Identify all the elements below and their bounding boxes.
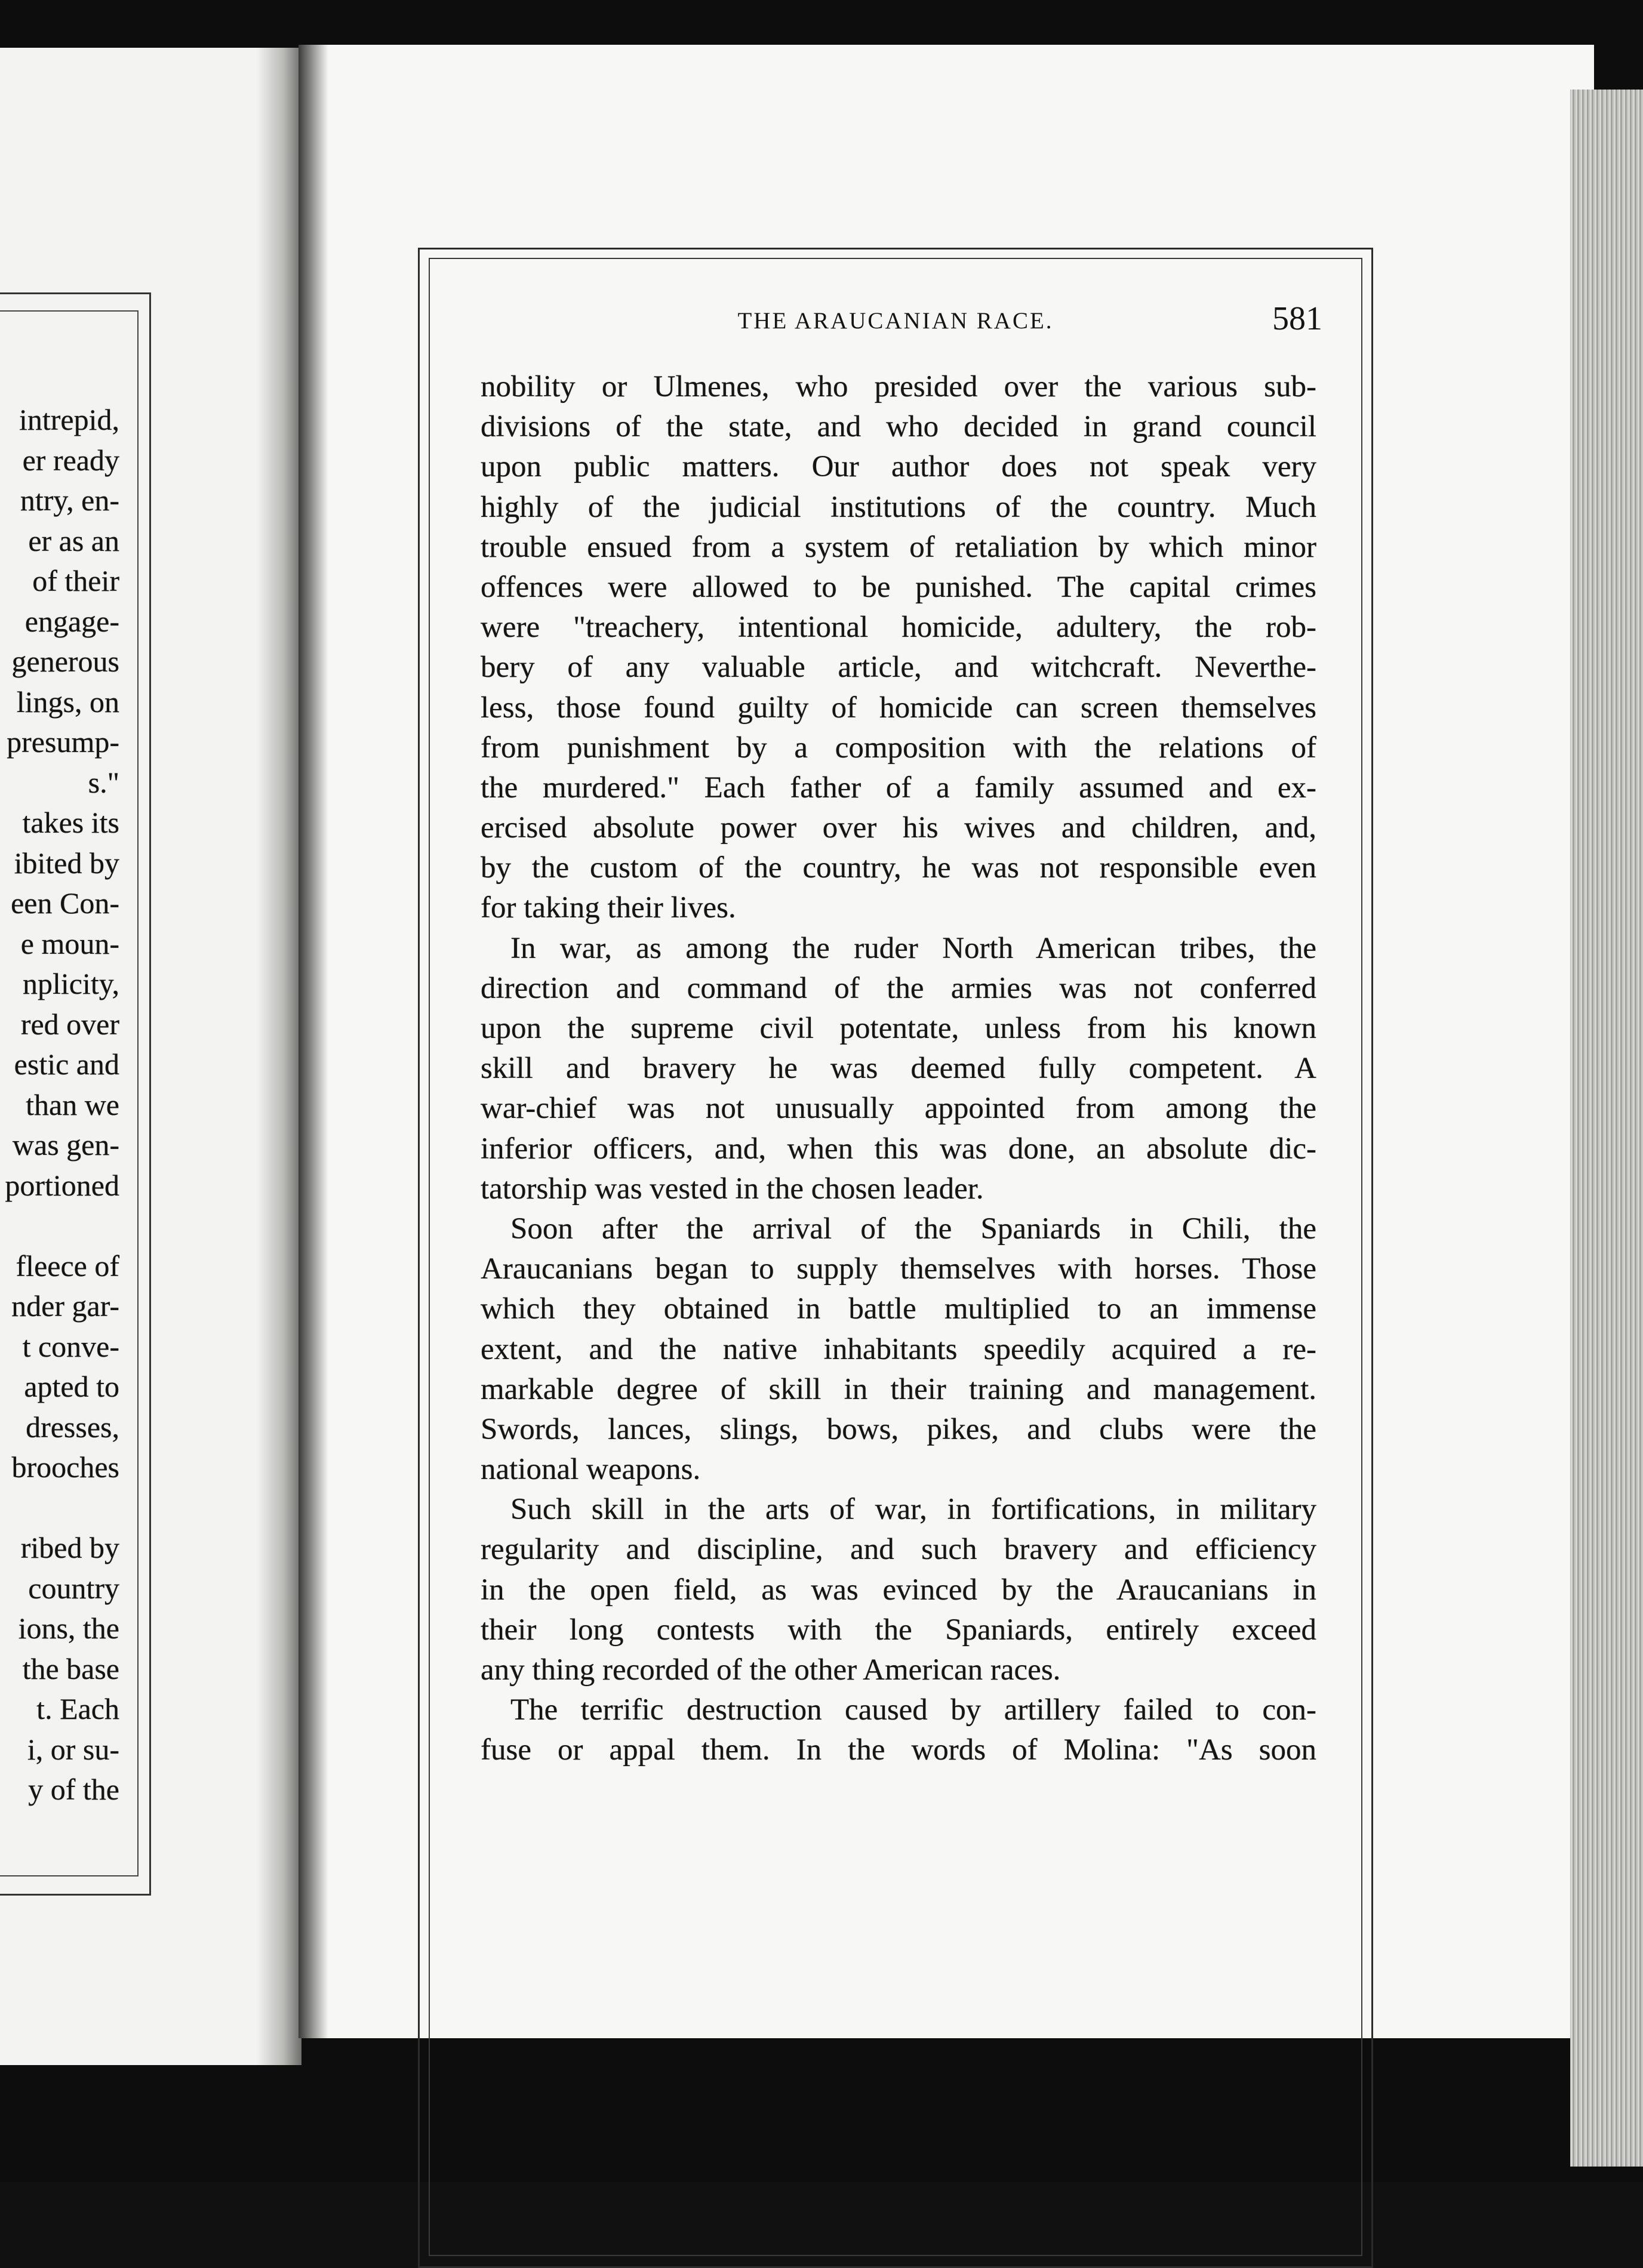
- text-line: highly of the judicial institutions of the country. Much: [481, 490, 1316, 524]
- text-line: regularity and discipline, and such bravery and efficiency: [481, 1533, 1316, 1567]
- left-line: y of the: [28, 1773, 119, 1806]
- left-line: er as an: [28, 523, 119, 557]
- text-line: were "treachery, intentional homicide, adultery, the rob-: [481, 611, 1316, 645]
- text-line: extent, and the native inhabitants speedily acquired a re-: [481, 1332, 1316, 1366]
- text-line: In war, as among the ruder North American tribes, the: [510, 931, 1316, 965]
- left-line: ibited by: [14, 846, 119, 880]
- text-line: by the custom of the country, he was not responsible even: [481, 851, 1316, 885]
- text-line: offences were allowed to be punished. The capital crimes: [481, 570, 1316, 604]
- left-line: apted to: [24, 1370, 119, 1403]
- left-line: i, or su-: [27, 1732, 119, 1766]
- text-line: bery of any valuable article, and witchcraft. Neverthe-: [481, 651, 1316, 685]
- left-line: than we: [26, 1087, 119, 1121]
- text-line: upon public matters. Our author does not speak very: [481, 450, 1316, 484]
- text-line: ercised absolute power over his wives and children, and,: [481, 811, 1316, 845]
- text-line: Swords, lances, slings, bows, pikes, and clubs were the: [481, 1412, 1316, 1446]
- left-facing-page: [0, 48, 301, 2065]
- text-line: direction and command of the armies was not conferred: [481, 971, 1316, 1005]
- body-text: [481, 367, 1316, 1771]
- text-line: for taking their lives.: [481, 891, 736, 925]
- left-line: ribed by: [20, 1531, 119, 1564]
- text-line: inferior officers, and, when this was done, an absolute dic-: [481, 1132, 1316, 1166]
- left-line: nder gar-: [11, 1289, 119, 1323]
- text-line: The terrific destruction caused by artillery failed to con-: [510, 1693, 1316, 1727]
- text-line: which they obtained in battle multiplied to an immense: [481, 1292, 1316, 1326]
- left-line: engage-: [24, 604, 119, 638]
- binding-shadow: [299, 45, 328, 2038]
- left-line: s.": [88, 765, 119, 799]
- left-line: fleece of: [16, 1249, 119, 1283]
- left-line: [0, 1488, 119, 1529]
- left-line: the base: [22, 1651, 119, 1685]
- text-line: markable degree of skill in their training and management.: [481, 1372, 1316, 1406]
- text-line: trouble ensued from a system of retaliation by which minor: [481, 530, 1316, 564]
- left-line: portioned: [5, 1168, 119, 1202]
- text-line: war-chief was not unusually appointed from among the: [481, 1092, 1316, 1126]
- page-number: 581: [1272, 300, 1322, 337]
- running-head: THE ARAUCANIAN RACE.: [737, 308, 1054, 334]
- left-line: intrepid,: [19, 403, 119, 436]
- left-line: ntry, en-: [20, 483, 119, 517]
- text-line: divisions of the state, and who decided in grand council: [481, 410, 1316, 444]
- left-line: red over: [20, 1007, 119, 1041]
- left-line: ions, the: [18, 1611, 119, 1645]
- left-page-gutter-shadow: [257, 48, 301, 2065]
- left-line: brooches: [11, 1450, 119, 1484]
- text-line: less, those found guilty of homicide can screen themselves: [481, 691, 1316, 725]
- text-line: any thing recorded of the other American races.: [481, 1653, 1061, 1687]
- left-line: t. Each: [36, 1692, 119, 1725]
- left-line: nplicity,: [22, 967, 119, 1000]
- text-line: fuse or appal them. In the words of Molina: "As soon: [481, 1733, 1316, 1767]
- left-line: e moun-: [20, 926, 119, 960]
- left-line: of their: [32, 564, 119, 597]
- left-line: er ready: [22, 443, 119, 477]
- text-line: tatorship was vested in the chosen leader.: [481, 1172, 984, 1206]
- left-line: dresses,: [26, 1410, 119, 1444]
- text-line: nobility or Ulmenes, who presided over the various sub-: [481, 370, 1316, 403]
- text-line: upon the supreme civil potentate, unless from his known: [481, 1012, 1316, 1045]
- left-line: was gen-: [12, 1128, 119, 1161]
- page-edges: [1570, 90, 1643, 2167]
- left-line: t conve-: [22, 1329, 119, 1363]
- left-line: een Con-: [11, 886, 119, 920]
- left-line: [0, 1206, 119, 1246]
- text-line: from punishment by a composition with the relations of: [481, 731, 1316, 765]
- left-line: presump-: [7, 725, 119, 759]
- text-line: skill and bravery he was deemed fully competent. A: [481, 1052, 1316, 1086]
- left-line: generous: [11, 645, 119, 678]
- left-line: estic and: [14, 1047, 119, 1081]
- text-line: in the open field, as was evinced by the Araucanians in: [481, 1573, 1316, 1607]
- text-line: Soon after the arrival of the Spaniards in Chili, the: [510, 1212, 1316, 1246]
- text-line: the murdered." Each father of a family assumed and ex-: [481, 771, 1316, 805]
- text-line: national weapons.: [481, 1453, 701, 1487]
- text-line: Araucanians began to supply themselves with horses. Those: [481, 1252, 1316, 1286]
- left-line: country: [28, 1571, 119, 1605]
- text-line: their long contests with the Spaniards, entirely exceed: [481, 1613, 1316, 1647]
- left-line: lings, on: [16, 685, 119, 719]
- left-page-text: [0, 400, 119, 1810]
- left-line: takes its: [22, 806, 119, 839]
- text-line: Such skill in the arts of war, in fortifications, in military: [510, 1493, 1316, 1527]
